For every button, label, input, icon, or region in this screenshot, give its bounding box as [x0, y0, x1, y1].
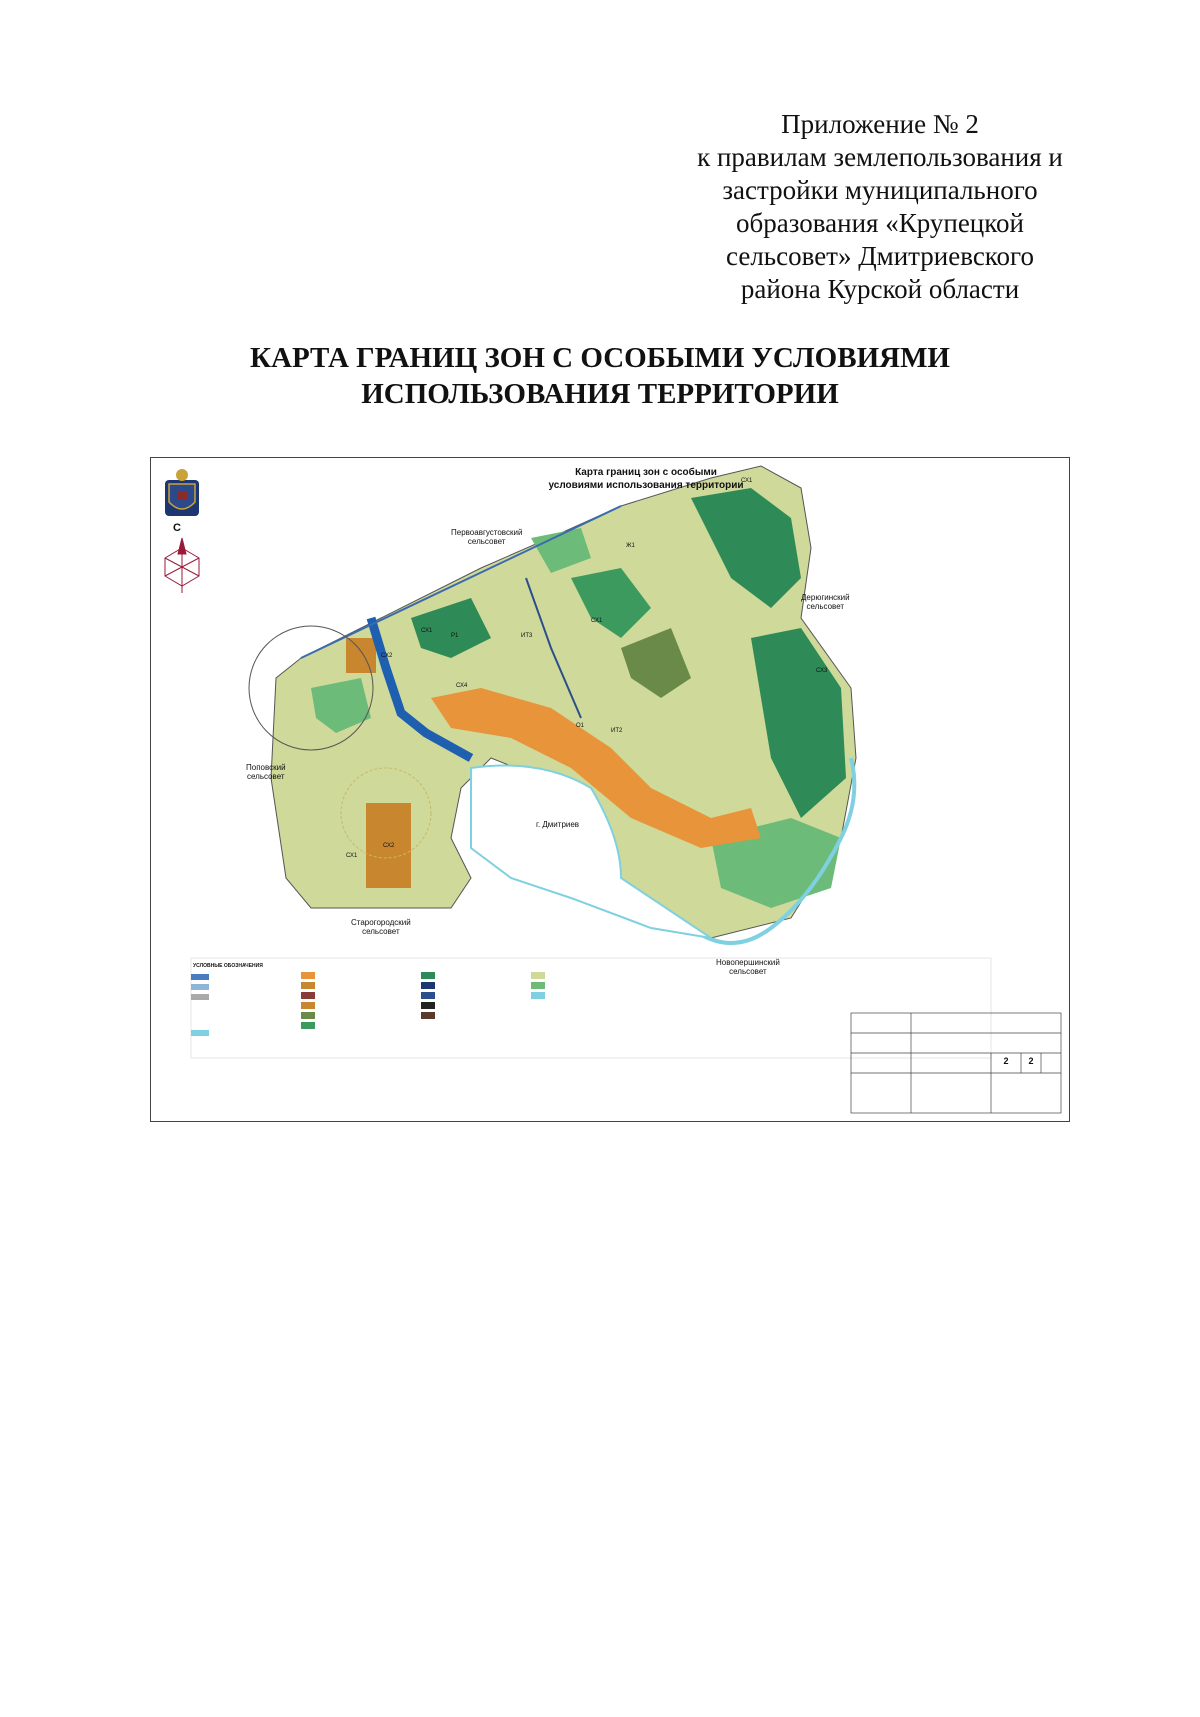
zone-label: СХ3 [816, 668, 828, 674]
legend-heading: УСЛОВНЫЕ ОБОЗНАЧЕНИЯ [193, 963, 263, 969]
sheet-number: 2 [1003, 1056, 1009, 1066]
map-graphic [151, 458, 1071, 1123]
appendix-line: сельсовет» Дмитриевского [726, 241, 1034, 271]
neighbor-popovsky [246, 763, 286, 781]
zone-label: СХ1 [591, 618, 603, 624]
zone-label: ИТ3 [521, 633, 533, 639]
appendix-line: застройки муниципального [722, 175, 1038, 205]
neighbor-type: сельсовет [362, 927, 400, 936]
neighbor-novopershinsky [716, 958, 780, 976]
city-label: г. Дмитриев [536, 820, 580, 829]
appendix-line: Приложение № 2 [781, 109, 979, 139]
zone-label: О1 [576, 723, 585, 729]
document-title-line-2: ИСПОЛЬЗОВАНИЯ ТЕРРИТОРИИ [361, 378, 839, 410]
compass-rose-icon [165, 538, 199, 593]
zone-label: Ж1 [626, 543, 635, 549]
appendix-line: образования «Крупецкой [736, 208, 1024, 238]
appendix-line: к правилам землепользования и [697, 142, 1063, 172]
zone-label: Р1 [451, 633, 459, 639]
neighbor-pervoavgustovsky [451, 528, 522, 546]
document-title-line-1: КАРТА ГРАНИЦ ЗОН С ОСОБЫМИ УСЛОВИЯМИ [250, 342, 950, 374]
coat-of-arms-icon [165, 469, 199, 516]
sheet-count: 2 [1028, 1056, 1034, 1066]
map-legend [191, 958, 991, 1058]
agricultural-zone-sx2 [346, 638, 376, 673]
document-title [150, 340, 1050, 412]
neighbor-type: сельсовет [806, 602, 845, 611]
neighbor-name: Новопершинский [716, 958, 780, 967]
zone-label: СХ2 [383, 843, 395, 849]
zone-label: СХ2 [381, 653, 393, 659]
neighbor-dergunsky [801, 593, 850, 611]
neighbor-name: Первоавгустовский [451, 528, 523, 537]
neighbor-name: Дерюгинский [801, 593, 850, 602]
zone-label: СХ1 [346, 853, 358, 859]
zone-label: СХ1 [741, 478, 753, 484]
neighbor-type: сельсовет [467, 537, 506, 546]
map-title [481, 466, 811, 492]
appendix-line: района Курской области [740, 274, 1020, 304]
neighbor-name: Старогородский [351, 918, 411, 927]
map-title-line-1: Карта границ зон с особыми [575, 467, 717, 478]
map-title-line-2: условиями использования территории [548, 480, 744, 491]
neighbor-name: Поповский [246, 763, 286, 772]
zone-map [150, 457, 1070, 1122]
appendix-note [650, 108, 1110, 306]
compass-north-label: С [173, 522, 181, 534]
zone-label: СХ4 [456, 683, 468, 689]
zone-label: ИТ2 [611, 728, 623, 734]
zone-label: СХ1 [421, 628, 433, 634]
neighbor-type: сельсовет [729, 967, 767, 976]
neighbor-type: сельсовет [247, 772, 285, 781]
neighbor-starogorodsky [351, 918, 411, 936]
